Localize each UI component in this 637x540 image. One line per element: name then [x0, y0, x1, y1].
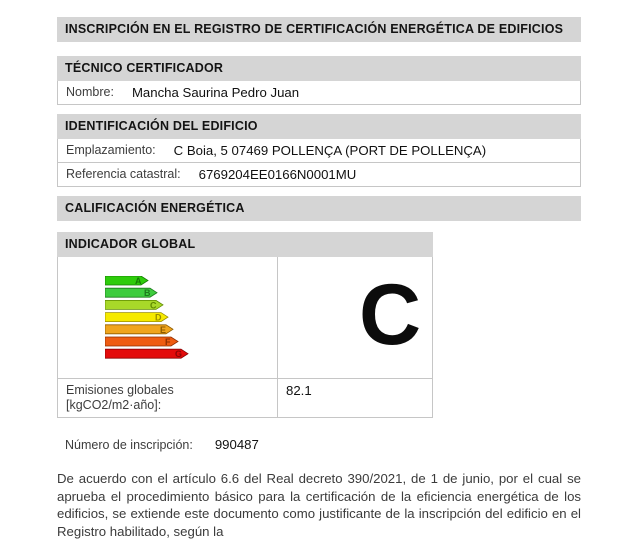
- emplazamiento-row: [57, 139, 581, 163]
- energy-arrow-letter-g: G: [175, 349, 183, 359]
- emisiones-row: [57, 379, 433, 418]
- energy-arrow-letter-e: E: [160, 324, 167, 335]
- energy-rating-chart: [105, 276, 193, 359]
- indicador-global-heading: [57, 232, 433, 257]
- tecnico-nombre-row: [57, 81, 581, 105]
- section-heading-calificacion: [57, 196, 581, 221]
- document-title-bar: [57, 17, 581, 42]
- indicador-body: [57, 257, 433, 379]
- numero-inscripcion-value: 990487: [214, 437, 259, 452]
- edificio-heading-text: IDENTIFICACIÓN DEL EDIFICIO: [65, 119, 258, 133]
- certificate-document: [57, 17, 581, 540]
- numero-inscripcion-row: [57, 437, 581, 452]
- energy-arrow-letter-f: F: [165, 337, 171, 347]
- indicador-global-table: [57, 232, 433, 418]
- emplazamiento-label: Emplazamiento:: [66, 143, 156, 157]
- energy-arrow-letter-b: B: [144, 288, 151, 299]
- energy-arrow-a: [105, 276, 148, 285]
- calificacion-heading-text: CALIFICACIÓN ENERGÉTICA: [65, 201, 245, 215]
- energy-arrow-letter-a: A: [135, 276, 142, 286]
- energy-arrow-letter-c: C: [150, 300, 157, 311]
- current-rating-letter: C: [358, 266, 420, 363]
- legal-paragraph: De acuerdo con el artículo 6.6 del Real decreto 390/2021, de 1 de junio, por el cual se aprueba el procedimiento básico para la certificación de la eficiencia energética de los edificios, se extiende este documento como justificante de la inscripción del edificio en el Registro habilitado, según la: [57, 471, 581, 539]
- tecnico-heading-text: TÉCNICO CERTIFICADOR: [65, 61, 224, 75]
- rating-letter-cell: [278, 257, 432, 378]
- energy-scale-cell: [58, 257, 278, 378]
- emisiones-label: Emisiones globales [kgCO2/m2·año]:: [58, 379, 278, 417]
- nombre-label: Nombre:: [66, 85, 114, 99]
- document-title: INSCRIPCIÓN EN EL REGISTRO DE CERTIFICACIÓN ENERGÉTICA DE EDIFICIOS: [65, 22, 564, 36]
- emisiones-value: 82.1: [286, 383, 312, 398]
- nombre-value: Mancha Saurina Pedro Juan: [131, 85, 300, 100]
- section-heading-edificio: [57, 114, 581, 139]
- numero-inscripcion-label: Número de inscripción:: [65, 437, 193, 452]
- indicador-heading-text: INDICADOR GLOBAL: [65, 237, 196, 251]
- referencia-catastral-label: Referencia catastral:: [66, 167, 181, 181]
- emplazamiento-value: C Boia, 5 07469 POLLENÇA (PORT DE POLLENÇA): [173, 143, 487, 158]
- energy-arrow-letter-d: D: [155, 312, 162, 323]
- section-heading-tecnico: [57, 56, 581, 81]
- referencia-catastral-value: 6769204EE0166N0001MU: [198, 167, 357, 182]
- referencia-catastral-row: [57, 163, 581, 187]
